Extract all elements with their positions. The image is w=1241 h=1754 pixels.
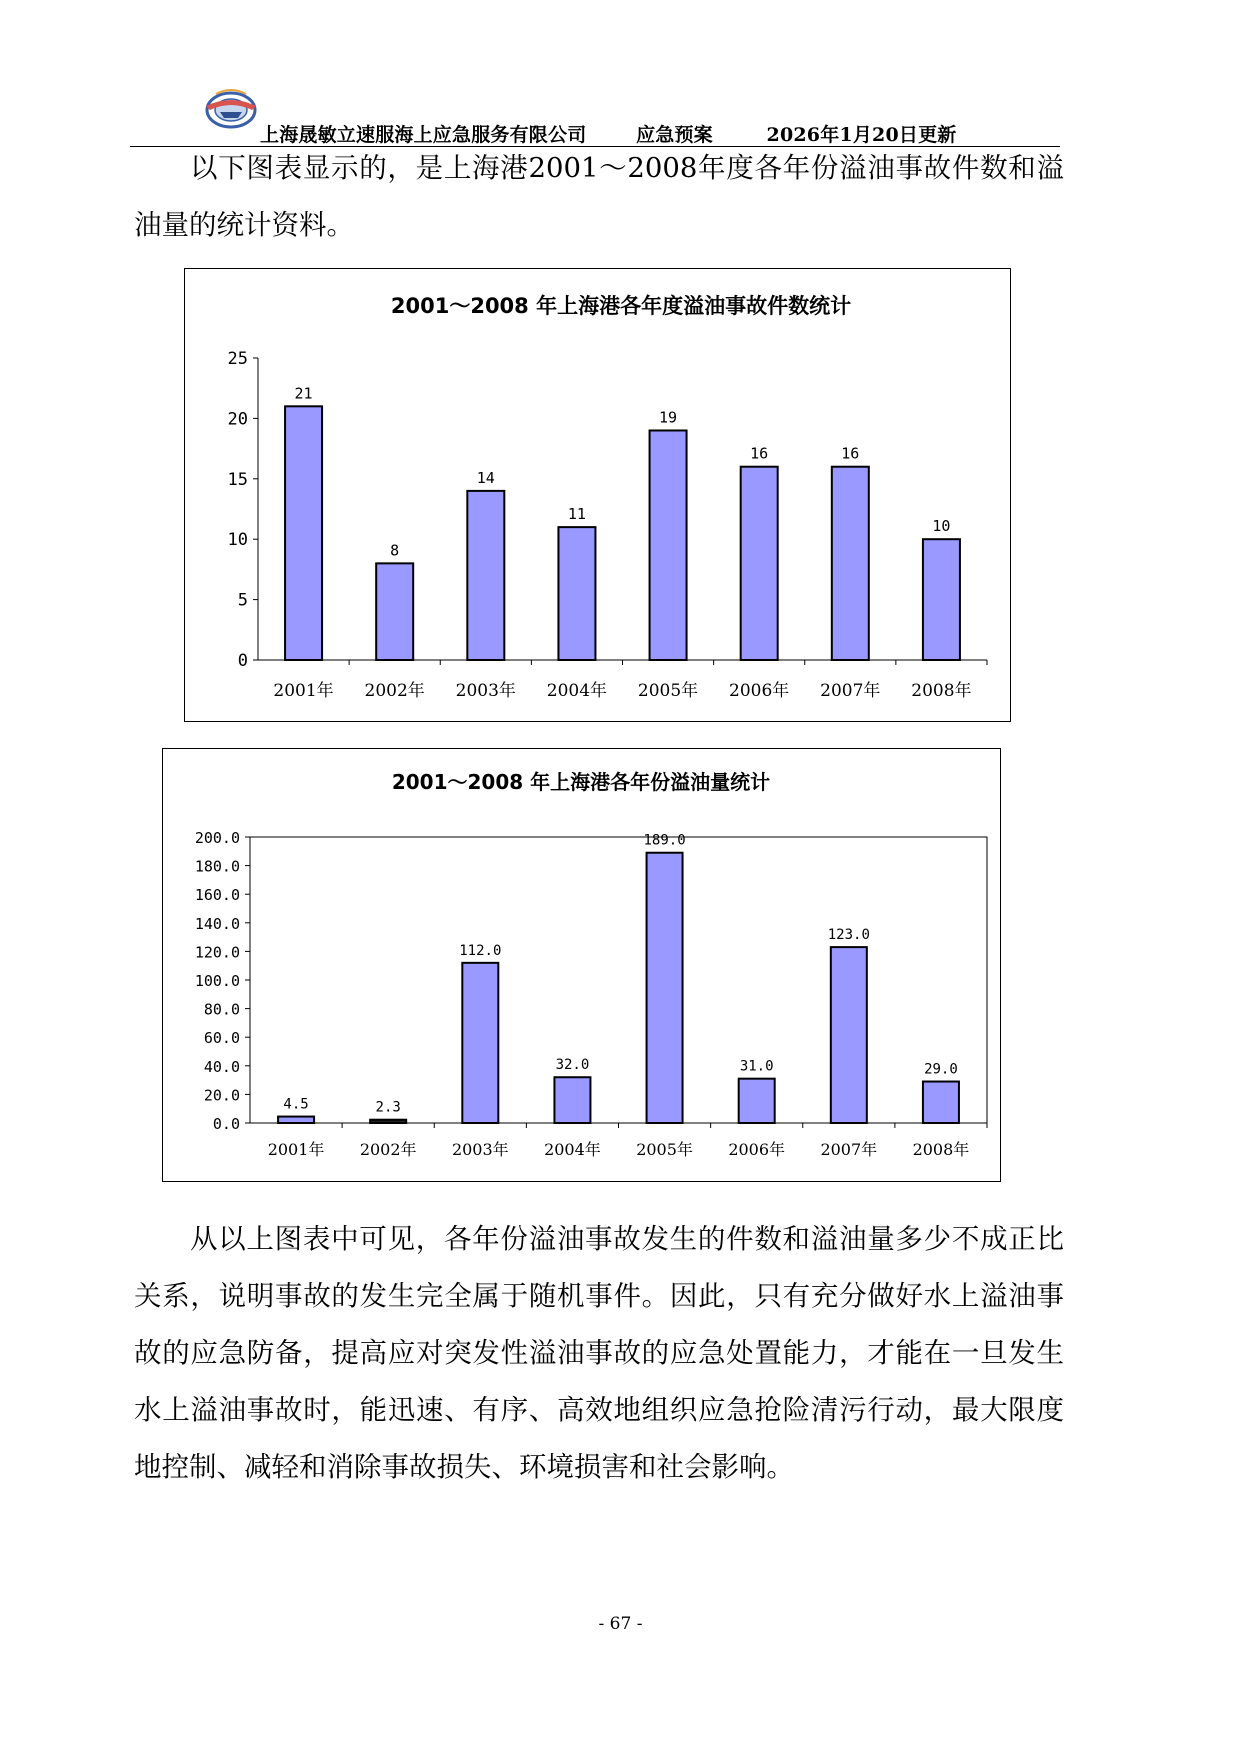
spill-volume-chart-svg — [163, 749, 1000, 1181]
count-chart-value-label: 11 — [567, 505, 586, 524]
volume-chart-bar — [554, 1077, 590, 1123]
intro-paragraph: 以下图表显示的，是上海港2001～2008年度各年份溢油事故件数和溢油量的统计资料。 — [134, 152, 1064, 241]
volume-chart-value-label: 123.0 — [827, 927, 870, 944]
count-chart-value-label: 14 — [476, 468, 495, 487]
volume-chart-value-label: 29.0 — [924, 1061, 958, 1078]
volume-chart-ytick-label: 40.0 — [203, 1057, 240, 1076]
volume-chart-bar — [462, 963, 498, 1123]
volume-chart-value-label: 189.0 — [643, 832, 686, 849]
volume-chart-ytick-label: 0.0 — [212, 1115, 240, 1133]
volume-chart-title: 2001～2008 年上海港各年份溢油量统计 — [391, 770, 771, 794]
company-logo-icon — [202, 84, 260, 134]
volume-chart-ytick-label: 140.0 — [194, 914, 240, 933]
volume-chart-value-label: 2.3 — [375, 1099, 401, 1116]
volume-chart-bar — [923, 1082, 959, 1123]
count-chart-bar — [650, 430, 687, 660]
count-chart-ytick-label: 25 — [227, 349, 248, 369]
volume-chart-bar — [370, 1120, 406, 1123]
volume-chart-ytick-label: 20.0 — [203, 1086, 240, 1105]
volume-chart-category-label: 2008年 — [912, 1140, 970, 1159]
header-doc-type: 应急预案 — [636, 124, 713, 146]
count-chart-category-label: 2004年 — [546, 681, 608, 701]
count-chart-value-label: 21 — [294, 384, 313, 403]
volume-chart-bar — [831, 947, 867, 1123]
volume-chart-ytick-label: 60.0 — [203, 1029, 240, 1048]
volume-chart-value-label: 112.0 — [459, 942, 502, 959]
count-chart-value-label: 10 — [932, 517, 951, 536]
count-chart-bar — [467, 491, 504, 660]
count-chart-category-label: 2008年 — [911, 681, 972, 701]
count-chart-title: 2001～2008 年上海港各年度溢油事故件数统计 — [390, 294, 852, 318]
count-chart-ytick-label: 0 — [237, 651, 248, 671]
volume-chart-category-label: 2005年 — [636, 1140, 693, 1159]
volume-chart-category-label: 2001年 — [267, 1140, 325, 1159]
volume-chart-bar — [739, 1079, 775, 1123]
count-chart-bar — [923, 539, 960, 660]
incident-count-chart — [184, 268, 1011, 722]
count-chart-category-label: 2005年 — [637, 681, 699, 701]
volume-chart-ytick-label: 180.0 — [194, 857, 240, 876]
count-chart-category-label: 2006年 — [729, 681, 790, 701]
header-updated: 2026年1月20日更新 — [766, 124, 957, 146]
volume-chart-bar — [278, 1117, 314, 1123]
page-number: - 67 - — [598, 1614, 643, 1634]
volume-chart-ytick-label: 120.0 — [194, 943, 240, 962]
count-chart-value-label: 16 — [750, 444, 769, 463]
spill-volume-chart — [162, 748, 1001, 1182]
volume-chart-plot-area — [250, 837, 987, 1123]
count-chart-value-label: 16 — [841, 444, 860, 463]
count-chart-bar — [741, 467, 778, 660]
count-chart-ytick-label: 5 — [237, 590, 248, 611]
volume-chart-category-label: 2003年 — [451, 1140, 509, 1159]
volume-chart-ytick-label: 80.0 — [203, 1000, 240, 1019]
count-chart-category-label: 2003年 — [455, 681, 516, 701]
page-header — [130, 84, 1060, 148]
incident-count-chart-svg — [185, 269, 1010, 721]
count-chart-category-label: 2002年 — [364, 681, 425, 701]
conclusion-paragraph: 从以上图表中可见，各年份溢油事故发生的件数和溢油量多少不成正比关系，说明事故的发生完全属于随机事件。因此，只有充分做好水上溢油事故的应急防备，提高应对突发性溢油事故的应急处置能力，才能在一旦发生水上溢油事故时，能迅速、有序、高效地组织应急抢险清污行动，最大限度地控制、减轻和消除事故损失、环境损害和社会影响。 — [134, 1223, 1064, 1483]
count-chart-ytick-label: 20 — [227, 409, 248, 430]
count-chart-bar — [558, 527, 595, 660]
count-chart-value-label: 8 — [390, 541, 400, 560]
count-chart-category-label: 2007年 — [820, 681, 881, 701]
volume-chart-category-label: 2004年 — [544, 1140, 601, 1159]
volume-chart-value-label: 31.0 — [739, 1058, 774, 1075]
count-chart-ytick-label: 15 — [227, 469, 248, 490]
header-company: 上海晟敏立速服海上应急服务有限公司 — [260, 124, 587, 146]
volume-chart-value-label: 4.5 — [283, 1096, 309, 1113]
count-chart-ytick-label: 10 — [227, 530, 248, 551]
count-chart-bar — [832, 467, 869, 660]
volume-chart-category-label: 2002年 — [359, 1140, 417, 1159]
volume-chart-ytick-label: 200.0 — [194, 829, 240, 847]
count-chart-category-label: 2001年 — [273, 681, 334, 701]
volume-chart-bar — [647, 853, 683, 1123]
volume-chart-ytick-label: 160.0 — [194, 886, 240, 905]
count-chart-bar — [285, 406, 322, 660]
count-chart-bar — [376, 563, 413, 660]
volume-chart-category-label: 2006年 — [728, 1140, 786, 1159]
volume-chart-value-label: 32.0 — [555, 1057, 590, 1074]
count-chart-value-label: 19 — [659, 408, 678, 427]
volume-chart-category-label: 2007年 — [820, 1140, 878, 1159]
volume-chart-ytick-label: 100.0 — [194, 972, 240, 990]
